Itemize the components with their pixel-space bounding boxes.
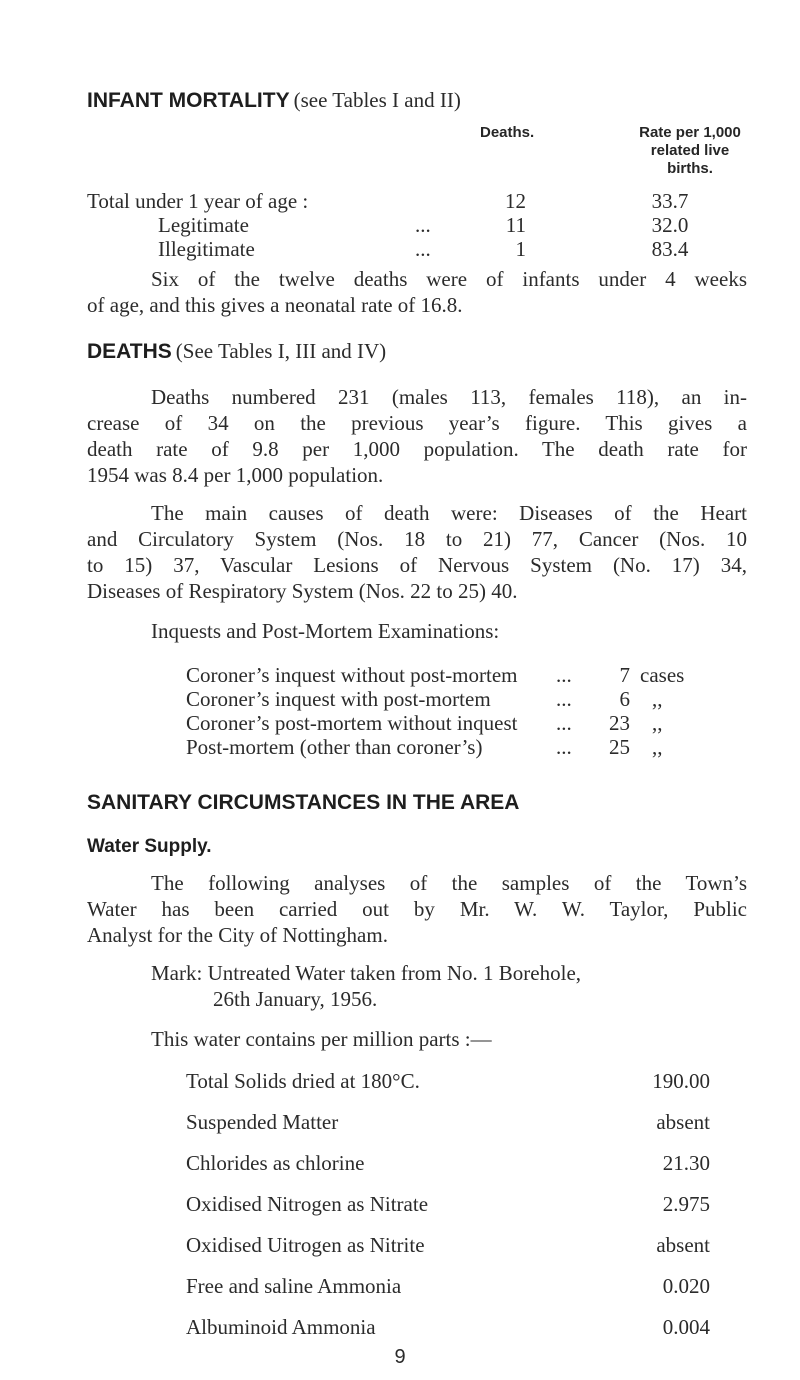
deaths-heading-ref: (See Tables I, III and IV) [175,339,387,363]
analysis-label: Free and saline Ammonia [186,1274,402,1298]
rate-header-line: births. [667,160,713,177]
paragraph-line: The following analyses of the samples of the Town’s [151,871,747,895]
water-supply-heading: Water Supply. [87,836,212,857]
analysis-value: 0.020 [662,1274,710,1298]
analysis-value: absent [656,1110,710,1134]
infant-row-label: Legitimate [158,213,249,237]
page-number: 9 [394,1346,406,1368]
paragraph-line: to 15) 37, Vascular Lesions of Nervous System (No. 17) 34, [87,553,747,577]
analysis-value: absent [656,1233,710,1257]
infant-row-rate: 83.4 [651,237,689,261]
mark-line: Mark: Untreated Water taken from No. 1 Borehole, [151,961,582,985]
inquest-dots: ... [556,735,572,759]
analysis-label: Suspended Matter [186,1110,339,1134]
paragraph-line: Six of the twelve deaths were of infants under 4 weeks [151,267,747,291]
inquest-label: Coroner’s inquest with post-mortem [186,687,491,711]
infant-row-deaths: 12 [505,189,526,213]
paragraph-line: Deaths numbered 231 (males 113, females 118), an in- [151,385,747,409]
causes-paragraph [87,500,747,604]
inquest-label: Post-mortem (other than coroner’s) [186,735,483,759]
paragraph-line: Analyst for the City of Nottingham. [87,923,388,947]
inquest-dots: ... [556,687,572,711]
inquest-unit: ,, [652,711,663,735]
inquest-label: Coroner’s post-mortem without inquest [186,711,518,735]
paragraph-line: 1954 was 8.4 per 1,000 population. [87,463,384,487]
water-paragraph [87,870,747,948]
infant-mortality-heading [87,88,461,113]
infant-row-rate: 33.7 [651,189,689,213]
mark-line: 26th January, 1956. [213,987,378,1011]
deaths-heading [87,339,386,364]
analysis-label: Albuminoid Ammonia [186,1315,376,1339]
infant-row-label: Total under 1 year of age : [87,189,309,213]
rate-header-line: related live [650,142,730,159]
inquest-label: Coroner’s inquest without post-mortem [186,663,518,687]
infant-row-label: Illegitimate [158,237,255,261]
paragraph-line: death rate of 9.8 per 1,000 population. The death rate for [87,437,747,461]
inquests-title: Inquests and Post-Mortem Examinations: [151,619,500,643]
contains-line: This water contains per million parts :— [151,1027,492,1051]
analysis-value: 190.00 [652,1069,710,1093]
infant-row-rate: 32.0 [651,213,689,237]
sanitary-heading: SANITARY CIRCUMSTANCES IN THE AREA [87,791,520,814]
inquest-count: 6 [619,687,630,711]
inquest-dots: ... [556,711,572,735]
analysis-label: Oxidised Uitrogen as Nitrite [186,1233,425,1257]
inquest-count: 25 [609,735,630,759]
deaths-paragraph [87,384,747,488]
infant-row-deaths: 1 [515,237,526,261]
analysis-value: 0.004 [662,1315,710,1339]
analysis-label: Chlorides as chlorine [186,1151,365,1175]
deaths-column-header: Deaths. [480,124,535,141]
analysis-value: 2.975 [662,1192,710,1216]
infant-row-dots: ... [415,237,431,261]
inquest-count: 23 [609,711,630,735]
analysis-label: Total Solids dried at 180°C. [186,1069,420,1093]
paragraph-line: The main causes of death were: Diseases of the Heart [151,501,747,525]
paragraph-line: crease of 34 on the previous year’s figure. This gives a [87,411,747,435]
rate-header-line: Rate per 1,000 [639,124,741,141]
infant-heading-ref: (see Tables I and II) [293,88,461,112]
infant-row-deaths: 11 [505,213,526,237]
inquest-unit: cases [640,663,685,687]
paragraph-line: and Circulatory System (Nos. 18 to 21) 77, Cancer (Nos. 10 [87,527,747,551]
rate-column-header [600,124,780,178]
analysis-label: Oxidised Nitrogen as Nitrate [186,1192,429,1216]
deaths-heading-title: DEATHS [87,340,172,363]
inquest-dots: ... [556,663,572,687]
paragraph-line: Diseases of Respiratory System (Nos. 22 to 25) 40. [87,579,518,603]
analysis-value: 21.30 [662,1151,710,1175]
inquest-unit: ,, [652,735,663,759]
inquest-count: 7 [619,663,630,687]
infant-row-dots: ... [415,213,431,237]
inquest-unit: ,, [652,687,663,711]
paragraph-line: Water has been carried out by Mr. W. W. Taylor, Public [87,897,747,921]
paragraph-line: of age, and this gives a neonatal rate of 16.8. [87,293,463,317]
neonatal-note [87,266,747,318]
infant-heading-title: INFANT MORTALITY [87,89,290,112]
